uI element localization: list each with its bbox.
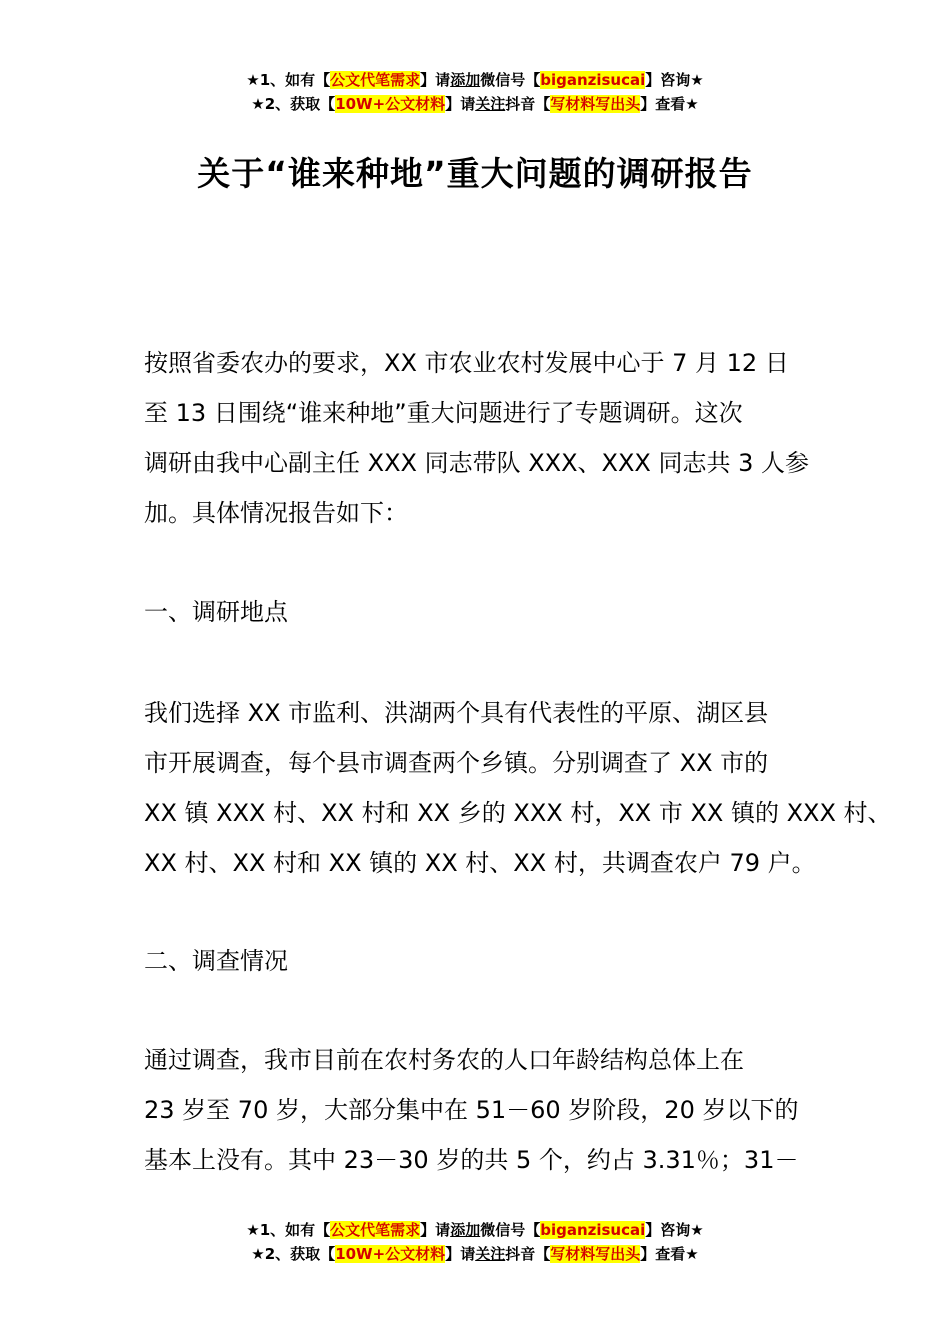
promo-underlined-text: 添加 (450, 1221, 481, 1239)
promo-text: 】请 (445, 1245, 476, 1263)
promo-text: 】咨询★ (645, 71, 704, 89)
promo-line-1 (0, 1218, 950, 1242)
header-promo-banner (0, 68, 950, 116)
paragraph-line: 加。具体情况报告如下： (144, 499, 408, 527)
promo-line-2 (0, 1242, 950, 1266)
section-heading-1: 一、调研地点 (144, 598, 288, 626)
promo-underlined-text: 添加 (450, 71, 481, 89)
paragraph-line: 基本上没有。其中 23－30 岁的共 5 个，约占 3.31％；31－ (144, 1146, 799, 1174)
promo-text: ★2、获取【 (251, 1245, 336, 1263)
document-title: 关于“谁来种地”重大问题的调研报告 (197, 154, 753, 193)
promo-text: 抖音【 (505, 1245, 551, 1263)
promo-text: 】请 (420, 71, 451, 89)
paragraph-line: 市开展调查，每个县市调查两个乡镇。分别调查了 XX 市的 (144, 749, 769, 777)
paragraph-line: 至 13 日围绕“谁来种地”重大问题进行了专题调研。这次 (144, 399, 743, 427)
promo-text: ★1、如有【 (246, 1221, 331, 1239)
promo-highlight: 公文代笔需求 (330, 71, 421, 89)
promo-text: 】查看★ (640, 95, 699, 113)
footer-promo-banner (0, 1218, 950, 1266)
paragraph-line: 我们选择 XX 市监利、洪湖两个具有代表性的平原、湖区县 (144, 699, 769, 727)
paragraph-line: XX 村、XX 村和 XX 镇的 XX 村、XX 村，共调查农户 79 户。 (144, 849, 816, 877)
paragraph-findings (144, 1035, 824, 1185)
promo-highlight: 10W+公文材料 (335, 1245, 446, 1263)
promo-line-1 (0, 68, 950, 92)
promo-text: ★2、获取【 (251, 95, 336, 113)
promo-text: 抖音【 (505, 95, 551, 113)
promo-text: 微信号【 (480, 1221, 541, 1239)
promo-highlight: 写材料写出头 (550, 1245, 641, 1263)
promo-text: 】请 (420, 1221, 451, 1239)
promo-text: 】查看★ (640, 1245, 699, 1263)
promo-text: ★1、如有【 (246, 71, 331, 89)
promo-highlight: 公文代笔需求 (330, 1221, 421, 1239)
paragraph-line: 23 岁至 70 岁，大部分集中在 51－60 岁阶段，20 岁以下的 (144, 1096, 799, 1124)
paragraph-line: 调研由我中心副主任 XXX 同志带队 XXX、XXX 同志共 3 人参 (144, 449, 810, 477)
promo-line-2 (0, 92, 950, 116)
paragraph-intro (144, 338, 824, 538)
promo-highlight: 写材料写出头 (550, 95, 641, 113)
promo-text: 微信号【 (480, 71, 541, 89)
promo-underlined-text: 关注 (475, 1245, 506, 1263)
paragraph-locations (144, 688, 892, 888)
promo-highlight: biganzisucai (540, 71, 646, 89)
promo-underlined-text: 关注 (475, 95, 506, 113)
promo-highlight: 10W+公文材料 (335, 95, 446, 113)
promo-text: 】咨询★ (645, 1221, 704, 1239)
promo-text: 】请 (445, 95, 476, 113)
paragraph-line: 通过调查，我市目前在农村务农的人口年龄结构总体上在 (144, 1046, 744, 1074)
paragraph-line: 按照省委农办的要求，XX 市农业农村发展中心于 7 月 12 日 (144, 349, 789, 377)
promo-highlight: biganzisucai (540, 1221, 646, 1239)
paragraph-line: XX 镇 XXX 村、XX 村和 XX 乡的 XXX 村，XX 市 XX 镇的 XXX 村、 (144, 799, 892, 827)
section-heading-2: 二、调查情况 (144, 947, 288, 975)
